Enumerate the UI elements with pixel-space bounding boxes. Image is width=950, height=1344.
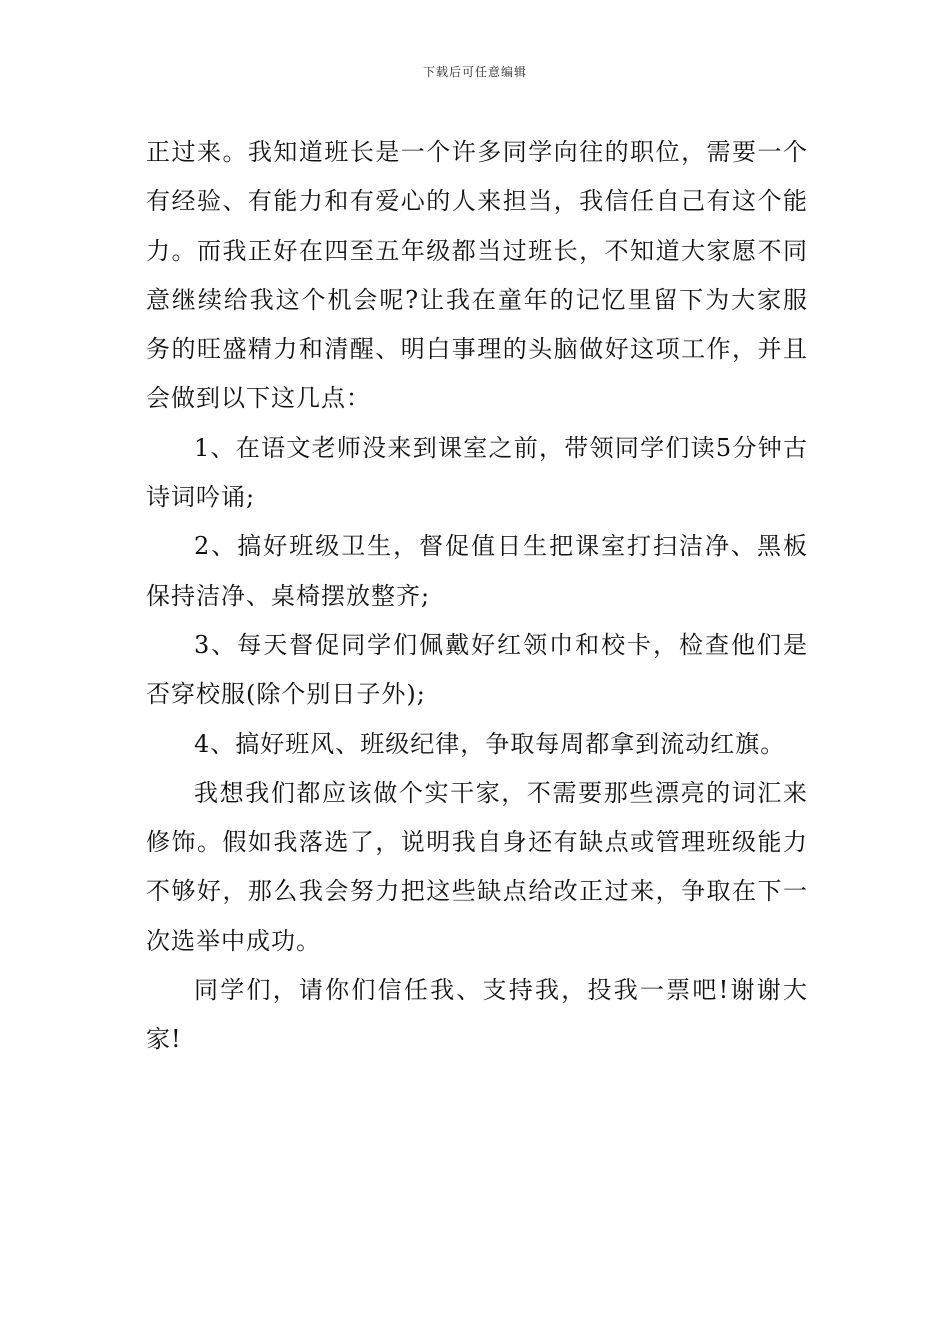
paragraph-closing: 同学们，请你们信任我、支持我，投我一票吧!谢谢大家!	[146, 976, 808, 1054]
paragraph-conclusion: 我想我们都应该做个实干家，不需要那些漂亮的词汇来修饰。假如我落选了，说明我自身还有缺点或管理班级能力不够好，那么我会努力把这些缺点给改正过来，争取在下一次选举中成功。	[146, 778, 808, 955]
page-header: 下载后可任意编辑	[422, 65, 527, 79]
list-item-1: 1、在语文老师没来到课室之前，带领同学们读5分钟古诗词吟诵;	[146, 433, 808, 512]
list-item-3: 3、每天督促同学们佩戴好红领巾和校卡，检查他们是否穿校服(除个别日子外);	[146, 630, 808, 709]
list-item-4: 4、搞好班风、班级纪律，争取每周都拿到流动红旗。	[194, 729, 786, 758]
paragraph-intro-continued: 正过来。我知道班长是一个许多同学向往的职位，需要一个有经验、有能力和有爱心的人来担当，我信任自己有这个能力。而我正好在四至五年级都当过班长，不知道大家愿不同意继续给我这个机会呢?让我在童年的记忆里留下为大家服务的旺盛精力和清醒、明白事理的头脑做好这项工作，并且会做到以下这几点：	[146, 138, 808, 413]
document-body	[146, 128, 808, 1065]
list-item-2: 2、搞好班级卫生，督促值日生把课室打扫洁净、黑板保持洁净、桌椅摆放整齐;	[146, 532, 808, 610]
